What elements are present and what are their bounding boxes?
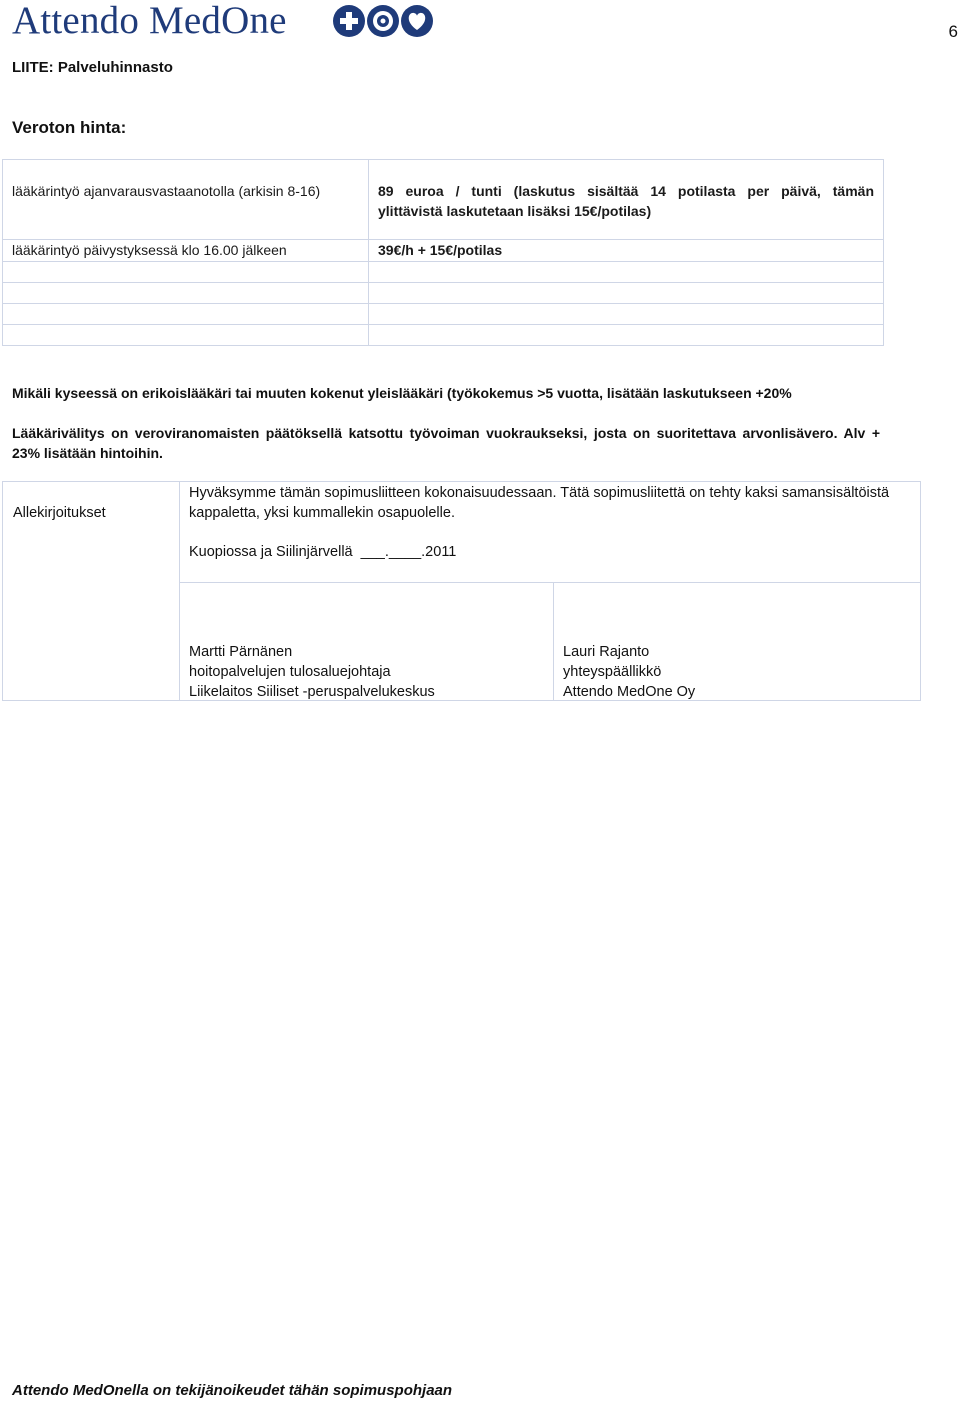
copyright-footer: Attendo MedOnella on tekijänoikeudet tähän sopimuspohjaan [12,1382,453,1399]
approval-text: Hyväksymme tämän sopimusliitteen kokonaisuudessaan. Tätä sopimusliitettä on tehty kaksi samansisältöistä kappaletta, yksi kummallekin osapuolelle. [189,485,890,521]
signer-name: Martti Pärnänen [189,644,293,660]
vat-note: Lääkärivälitys on veroviranomaisten päätöksellä katsottu työvoiman vuokraukseksi, josta on suoritettava arvonlisävero. Alv + 23% lisätään hintoihin. [12,425,880,461]
table-row [3,160,883,239]
price-table [2,159,884,346]
service-price: 89 euroa / tunti (laskutus sisältää 14 potilasta per päivä, tämän ylittävistä laskutetaan lisäksi 15€/potilas) [378,183,874,219]
service-price: 39€/h + 15€/potilas [378,242,503,258]
company-logo-text: Attendo MedOne [12,0,287,42]
service-name: lääkärintyö päivystyksessä klo 16.00 jälkeen [12,242,287,258]
signer-right [563,642,695,702]
section-title: Veroton hinta: [12,118,127,137]
specialist-note: Mikäli kyseessä on erikoislääkäri tai muuten kokenut yleislääkäri (työkokemus >5 vuotta, lisätään laskutukseen +20% [12,385,792,401]
signatures-label: Allekirjoitukset [13,505,106,521]
place-date-line: Kuopiossa ja Siilinjärvellä ___.____.2011 [189,544,457,560]
table-row-empty [3,324,883,345]
table-row-empty [3,261,883,282]
signer-left [189,642,435,702]
service-name: lääkärintyö ajanvarausvastaanotolla (arkisin 8-16) [12,183,321,199]
table-row-empty [3,282,883,303]
signer-name: Lauri Rajanto [563,644,650,660]
signer-title: yhteyspäällikkö [563,664,662,680]
signer-org: Liikelaitos Siiliset -peruspalvelukeskus [189,684,435,700]
attachment-label: LIITE: Palveluhinnasto [12,59,173,76]
table-row [3,239,883,261]
signer-org: Attendo MedOne Oy [563,684,696,700]
signer-title: hoitopalvelujen tulosaluejohtaja [189,664,391,680]
page-number: 6 [948,22,958,41]
signature-table [2,481,921,701]
logo-icons [332,3,436,39]
table-row-empty [3,303,883,324]
